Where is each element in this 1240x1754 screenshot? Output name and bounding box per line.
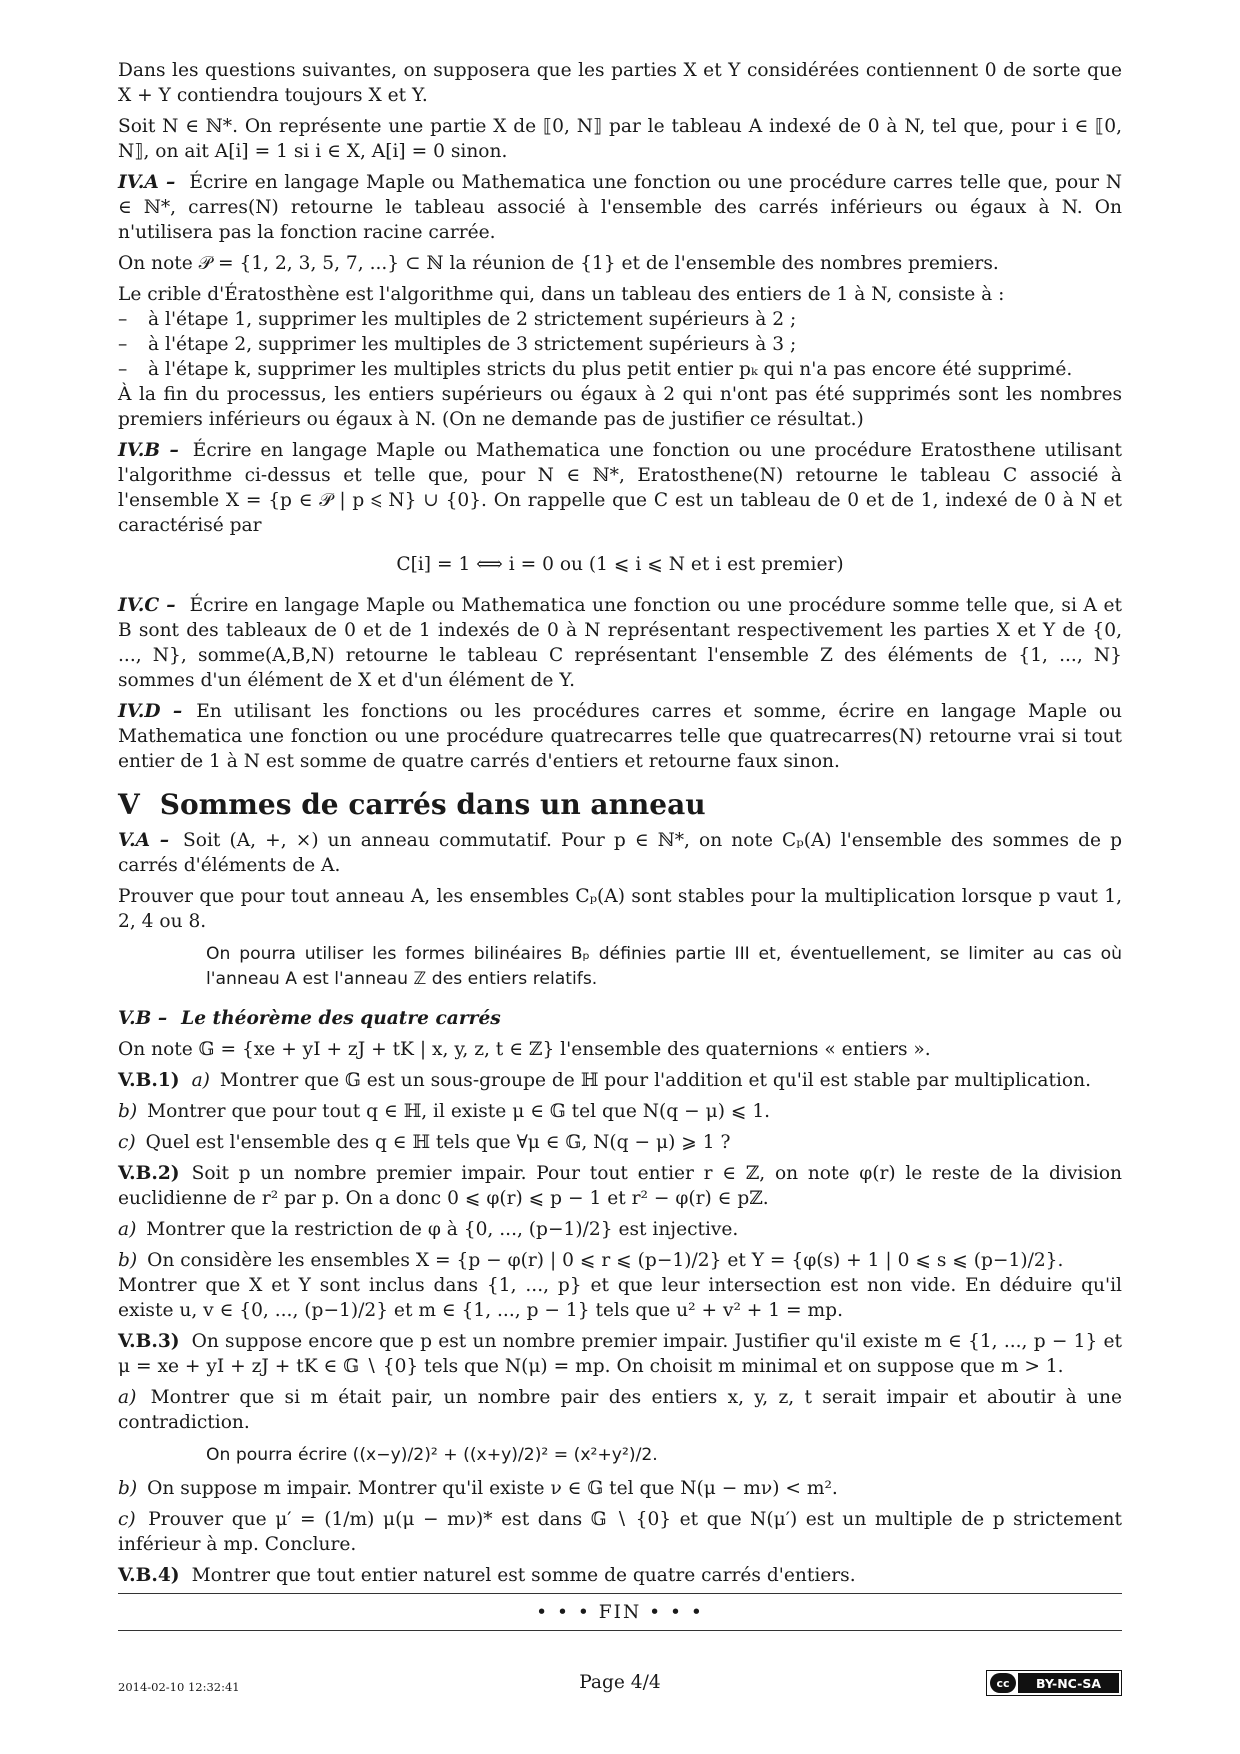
question-iv-c (118, 593, 1122, 693)
question-iv-d (118, 699, 1122, 774)
question-tag: V.A – (118, 830, 170, 851)
sub-label: c) (118, 1132, 136, 1153)
question-v-b-1b (118, 1099, 1122, 1124)
question-text: On suppose m impair. Montrer qu'il existe ν ∈ 𝔾 tel que N(μ − mν) < m². (147, 1478, 838, 1499)
question-text: Montrer que si m était pair, un nombre pair des entiers x, y, z, t serait impair et aboutir à une contradiction. (118, 1387, 1122, 1433)
question-v-b-3a (118, 1385, 1122, 1435)
question-title: Le théorème des quatre carrés (181, 1008, 501, 1029)
section-heading (118, 788, 1122, 822)
question-tag: V.B.4) (118, 1565, 180, 1586)
paragraph-intro: Dans les questions suivantes, on supposera que les parties X et Y considérées contiennent 0 de sorte que X + Y contiendra toujours X et Y. (118, 60, 1122, 106)
question-text: En utilisant les fonctions ou les procédures carres et somme, écrire en langage Maple ou Mathematica une fonction ou une procédure quatrecarres telle que quatrecarres(N) retourne vrai si tout entier de 1 à N est somme de quatre carrés d'entiers et retourne faux sinon. (118, 701, 1122, 772)
formula-eratosthene: C[i] = 1 ⟺ i = 0 ou (1 ⩽ i ⩽ N et i est premier) (396, 554, 844, 575)
question-v-b-3b (118, 1476, 1122, 1501)
question-tag: IV.A – (118, 172, 176, 193)
list-dash: – (118, 309, 128, 330)
sub-label: b) (118, 1101, 138, 1122)
question-v-a-prove: Prouver que pour tout anneau A, les ensembles Cₚ(A) sont stables pour la multiplication lorsque p vaut 1, 2, 4 ou 8. (118, 886, 1122, 932)
question-text: Montrer que la restriction de φ à {0, ..., (p−1)/2} est injective. (146, 1219, 739, 1240)
page-number: Page 4/4 (579, 1672, 661, 1693)
section-number: V (118, 788, 140, 821)
license-text: BY-NC-SA (1018, 1673, 1119, 1693)
question-text: Écrire en langage Maple ou Mathematica une fonction ou une procédure carres telle que, pour N ∈ ℕ*, carres(N) retourne le tableau associé à l'ensemble des carrés inférieurs ou égaux à N. On n'utilisera pas la fonction racine carrée. (118, 172, 1122, 243)
question-v-b-4 (118, 1563, 1122, 1588)
question-v-b-2a (118, 1217, 1122, 1242)
end-rule-bottom (118, 1630, 1122, 1631)
question-tag: V.B – (118, 1008, 168, 1029)
question-v-b-2b (118, 1248, 1122, 1273)
question-v-b-1a (118, 1068, 1122, 1093)
question-tag: V.B.2) (118, 1163, 180, 1184)
page-footer (118, 1672, 1122, 1702)
sub-label: b) (118, 1478, 138, 1499)
end-rule-top (118, 1593, 1122, 1594)
section-title: Sommes de carrés dans un anneau (159, 788, 706, 821)
sub-label: c) (118, 1509, 136, 1530)
list-item-text: à l'étape k, supprimer les multiples stricts du plus petit entier pₖ qui n'a pas encore été supprimé. (148, 359, 1073, 380)
question-v-b-3 (118, 1329, 1122, 1379)
cc-icon: cc (990, 1673, 1016, 1693)
hint-note: On pourra utiliser les formes bilinéaires Bₚ définies partie III et, éventuellement, se limiter au cas où l'anneau A est l'anneau ℤ des entiers relatifs. (206, 944, 1122, 989)
list-item (118, 357, 1122, 382)
question-text: On considère les ensembles X = {p − φ(r) | 0 ⩽ r ⩽ (p−1)/2} et Y = {φ(s) + 1 | 0 ⩽ s ⩽ (p−1)/2}. (147, 1250, 1064, 1271)
list-dash: – (118, 334, 128, 355)
question-tag: IV.D – (118, 701, 183, 722)
list-item (118, 307, 1122, 332)
question-v-b-3c (118, 1507, 1122, 1557)
question-text: Montrer que pour tout q ∈ ℍ, il existe μ ∈ 𝔾 tel que N(q − μ) ⩽ 1. (147, 1101, 771, 1122)
sub-label: a) (118, 1387, 137, 1408)
question-tag: V.B.1) (118, 1070, 180, 1091)
question-text: Montrer que 𝔾 est un sous-groupe de ℍ pour l'addition et qu'il est stable par multiplication. (219, 1070, 1091, 1091)
list-item-text: à l'étape 2, supprimer les multiples de 3 strictement supérieurs à 3 ; (148, 334, 797, 355)
question-v-a (118, 828, 1122, 878)
list-dash: – (118, 359, 128, 380)
hint-note: On pourra écrire ((x−y)/2)² + ((x+y)/2)² = (x²+y²)/2. (206, 1445, 658, 1465)
question-text: On suppose encore que p est un nombre premier impair. Justifier qu'il existe m ∈ {1, ..., p − 1} et μ = xe + yI + zJ + tK ∈ 𝔾 ∖ {0} tels que N(μ) = mp. On choisit m minimal et on suppose que m > 1. (118, 1331, 1122, 1377)
question-text: Écrire en langage Maple ou Mathematica une fonction ou une procédure somme telle que, si A et B sont des tableaux de 0 et de 1 indexés de 0 à N représentant respectivement les parties X et Y de {0, ..., N}, somme(A,B,N) retourne le tableau C représentant l'ensemble Z des éléments de {1, ..., N} sommes d'un élément de X et d'un élément de Y. (118, 595, 1122, 691)
end-text: • • • FIN • • • (536, 1602, 704, 1623)
primes-definition: On note 𝒫 = {1, 2, 3, 5, 7, ...} ⊂ ℕ la réunion de {1} et de l'ensemble des nombres premiers. (118, 253, 999, 274)
sub-label: a) (118, 1219, 137, 1240)
quaternion-definition: On note 𝔾 = {xe + yI + zJ + tK | x, y, z, t ∈ ℤ} l'ensemble des quaternions « entiers ». (118, 1039, 931, 1060)
question-iv-b (118, 438, 1122, 538)
timestamp: 2014-02-10 12:32:41 (118, 1680, 240, 1694)
sub-label: a) (191, 1070, 210, 1091)
question-v-b-heading (118, 1006, 1122, 1031)
sub-label: b) (118, 1250, 138, 1271)
question-iv-a (118, 170, 1122, 245)
question-tag: V.B.3) (118, 1331, 180, 1352)
question-v-b-2 (118, 1161, 1122, 1211)
question-text: Montrer que tout entier naturel est somme de quatre carrés d'entiers. (191, 1565, 856, 1586)
question-text: Prouver que μ′ = (1/m) μ(μ − mν)* est dans 𝔾 ∖ {0} et que N(μ′) est un multiple de p strictement inférieur à mp. Conclure. (118, 1509, 1122, 1555)
question-text: Soit p un nombre premier impair. Pour tout entier r ∈ ℤ, on note φ(r) le reste de la division euclidienne de r² par p. On a donc 0 ⩽ φ(r) ⩽ p − 1 et r² − φ(r) ∈ pℤ. (118, 1163, 1122, 1209)
question-tag: IV.C – (118, 595, 176, 616)
list-item-text: à l'étape 1, supprimer les multiples de 2 strictement supérieurs à 2 ; (148, 309, 797, 330)
question-v-b-2b-cont: Montrer que X et Y sont inclus dans {1, ..., p} et que leur intersection est non vide. En déduire qu'il existe u, v ∈ {0, ..., (p−1)/2} et m ∈ {1, ..., p − 1} tels que u² + v² + 1 = mp. (118, 1275, 1122, 1321)
question-text: Écrire en langage Maple ou Mathematica une fonction ou une procédure Eratosthene utilisant l'algorithme ci-dessus et telle que, pour N ∈ ℕ*, Eratosthene(N) retourne le tableau C associé à l'ensemble X = {p ∈ 𝒫 | p ⩽ N} ∪ {0}. On rappelle que C est un tableau de 0 et de 1, indexé de 0 à N et caractérisé par (118, 440, 1122, 536)
question-v-b-1c (118, 1130, 1122, 1155)
question-text: Soit (A, +, ×) un anneau commutatif. Pour p ∈ ℕ*, on note Cₚ(A) l'ensemble des sommes de p carrés d'éléments de A. (118, 830, 1122, 876)
end-marker (118, 1599, 1122, 1627)
crible-intro: Le crible d'Ératosthène est l'algorithme qui, dans un tableau des entiers de 1 à N, consiste à : (118, 284, 1005, 305)
question-tag: IV.B – (118, 440, 179, 461)
paragraph-representation: Soit N ∈ ℕ*. On représente une partie X de ⟦0, N⟧ par le tableau A indexé de 0 à N, tel que, pour i ∈ ⟦0, N⟧, on ait A[i] = 1 si i ∈ X, A[i] = 0 sinon. (118, 116, 1122, 162)
list-item (118, 332, 1122, 357)
license-badge (986, 1670, 1122, 1696)
crible-conclusion: À la fin du processus, les entiers supérieurs ou égaux à 2 qui n'ont pas été supprimés sont les nombres premiers inférieurs ou égaux à N. (On ne demande pas de justifier ce résultat.) (118, 384, 1122, 430)
question-text: Quel est l'ensemble des q ∈ ℍ tels que ∀μ ∈ 𝔾, N(q − μ) ⩾ 1 ? (145, 1132, 731, 1153)
page-content (118, 58, 1122, 1588)
